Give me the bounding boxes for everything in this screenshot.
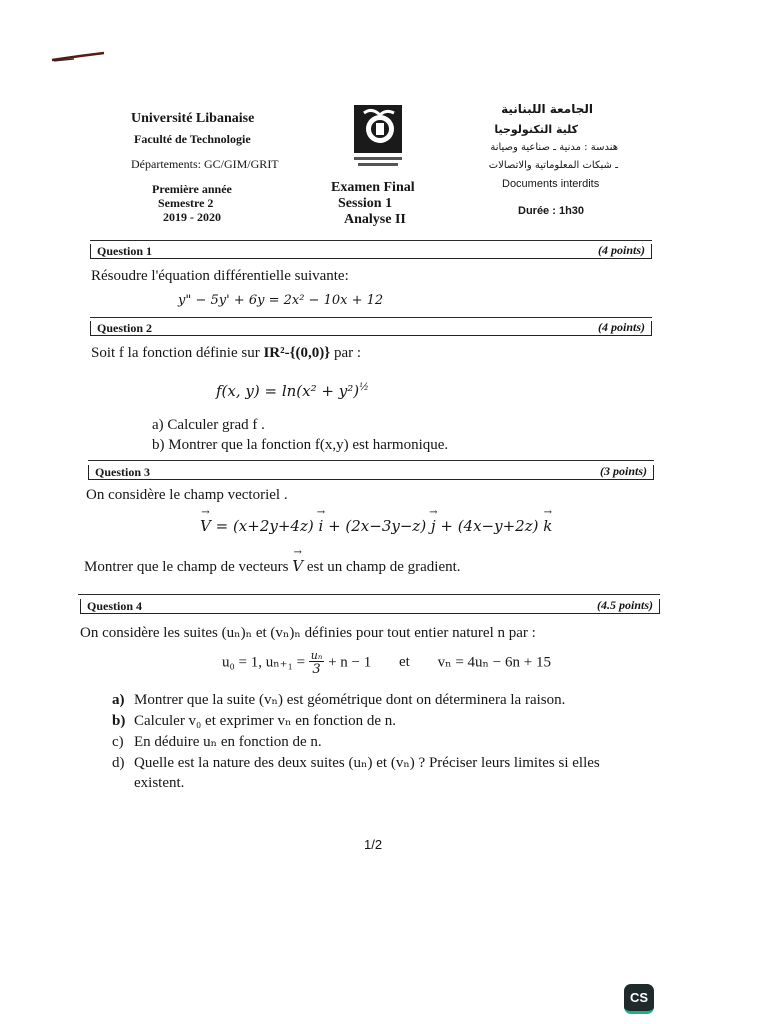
statement-prefix: Soit f la fonction définie sur [91, 345, 264, 361]
list-item [112, 711, 396, 730]
item-text: En déduire uₙ en fonction de n. [134, 734, 322, 750]
item-text: Quelle est la nature des deux suites (uₙ) et (vₙ) ? Préciser leurs limites si elles [134, 755, 600, 771]
separator-line [78, 594, 660, 595]
faculty-name-ar: كلية التكنولوجيا [494, 123, 578, 136]
list-item [112, 732, 322, 751]
points: (4.5 points) [596, 598, 653, 612]
university-logo-icon [350, 103, 410, 169]
question-4-equation [222, 650, 551, 676]
question-2-statement [91, 345, 361, 362]
eq-vn: vₙ = 4uₙ − 6n + 15 [437, 654, 551, 671]
points: (4 points) [597, 320, 645, 334]
fraction [309, 650, 325, 676]
question-label: Question 4 [87, 599, 143, 613]
session: Session 1 [338, 196, 393, 211]
question-label: Question 2 [97, 321, 153, 335]
vector-V: → V [292, 557, 303, 575]
camscanner-icon: CS [629, 990, 649, 1005]
item-label: d) [112, 755, 125, 771]
eq-part2: + (2x−3y−z) [323, 517, 431, 535]
item-text: Calculer v₀ et exprimer vₙ en fonction de n. [134, 713, 397, 729]
list-item [112, 775, 184, 792]
eq-u0: u₀ = 1, uₙ₊₁ = [222, 654, 309, 671]
academic-year: 2019 - 2020 [163, 210, 221, 224]
separator-line [90, 240, 652, 241]
department2-ar: ـ شبكات المعلوماتية والاتصالات [488, 160, 618, 171]
question-label: Question 3 [95, 465, 151, 479]
documents-note: Documents interdits [502, 178, 600, 190]
separator-line [88, 460, 654, 461]
list-item [152, 437, 448, 454]
vector-i: → i [318, 517, 323, 535]
eq-connector: et [399, 654, 410, 671]
camscanner-badge [624, 984, 654, 1014]
separator-line [90, 317, 652, 318]
question-4-statement: On considère les suites (uₙ)ₙ et (vₙ)ₙ définies pour tout entier naturel n par : [80, 625, 536, 641]
equation-exponent: ½ [359, 382, 369, 393]
equation-body: f(x, y) = ln(x² + y²) [216, 382, 360, 400]
faculty-name: Faculté de Technologie [134, 132, 251, 146]
list-item [112, 753, 600, 772]
vector-j: → j [431, 517, 436, 535]
conclusion-suffix: est un champ de gradient. [303, 559, 461, 575]
item-text: Calculer grad f . [167, 417, 265, 433]
duration: Durée : 1h30 [518, 205, 585, 217]
university-name-ar: الجامعة اللبنانية [501, 102, 593, 116]
year-level: Première année [152, 182, 232, 196]
vector-k: → k [543, 517, 552, 535]
exam-title: Examen Final [331, 180, 415, 195]
points: (3 points) [599, 464, 647, 478]
function-domain: IR²-{(0,0)} [263, 345, 331, 361]
item-text: existent. [134, 775, 185, 791]
departments: Départements: GC/GIM/GRIT [131, 157, 279, 171]
question-1-equation: y" − 5y' + 6y = 2x² − 10x + 12 [178, 293, 384, 308]
question-3-equation [200, 517, 552, 535]
list-item [112, 690, 565, 709]
course-name: Analyse II [344, 212, 406, 227]
item-text: Montrer que la fonction f(x,y) est harmonique. [168, 437, 449, 453]
fraction-denominator: 3 [312, 662, 321, 677]
item-text: Montrer que la suite (vₙ) est géométrique dont on déterminera la raison. [134, 692, 566, 708]
university-logo [350, 103, 410, 169]
page-number: 1/2 [364, 837, 383, 852]
question-label: Question 1 [97, 244, 153, 258]
item-label: b) [152, 437, 165, 453]
question-3-header [88, 465, 654, 480]
item-label: a) [112, 692, 125, 708]
question-3-conclusion [84, 557, 461, 576]
eq-part1: = (x+2y+4z) [210, 517, 319, 535]
statement-suffix: par : [330, 345, 362, 361]
item-label: b) [112, 713, 126, 729]
eq-part3: + (4x−y+2z) [435, 517, 544, 535]
department1-ar: هندسة : مدنية ـ صناعية وصيانة [490, 142, 618, 153]
question-3-statement: On considère le champ vectoriel . [86, 487, 288, 503]
conclusion-prefix: Montrer que le champ de vecteurs [84, 559, 293, 575]
item-label: a) [152, 417, 164, 433]
question-2-equation [216, 382, 369, 400]
semester: Semestre 2 [158, 196, 214, 210]
university-name: Université Libanaise [131, 111, 255, 126]
points: (4 points) [597, 243, 645, 257]
list-item [152, 417, 265, 434]
question-1-header [90, 244, 652, 259]
question-1-statement: Résoudre l'équation différentielle suivante: [91, 268, 349, 284]
fraction-numerator: uₙ [310, 649, 323, 662]
eq-after-fraction: + n − 1 [324, 654, 372, 671]
question-2-header [90, 321, 652, 336]
pen-mark [50, 50, 106, 64]
item-label: c) [112, 734, 124, 750]
vector-V: → V [200, 517, 211, 535]
question-4-header [80, 599, 660, 614]
